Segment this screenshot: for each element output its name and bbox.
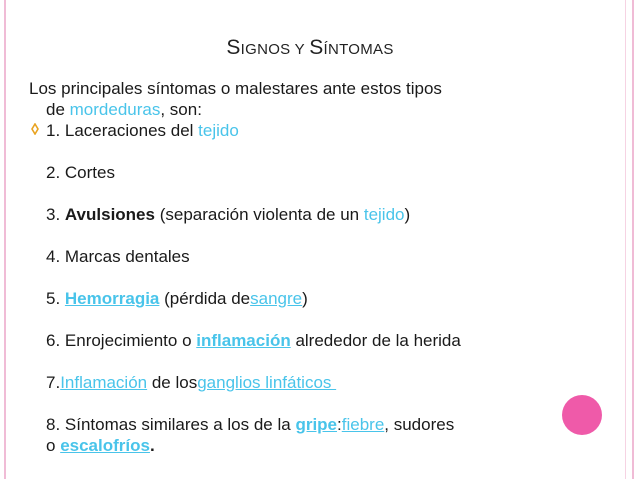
title-cap-s: S <box>226 36 241 59</box>
item-2-text: 2. Cortes <box>46 163 115 182</box>
item-7-mid: de los <box>147 373 198 392</box>
sangre-link[interactable]: sangre <box>250 289 303 308</box>
item-8-dot: . <box>149 436 155 455</box>
item-7-num: 7. <box>46 373 61 392</box>
intro-suffix: , son: <box>160 100 202 119</box>
item-5-mid: (pérdida de <box>159 289 251 308</box>
list-item <box>46 204 410 225</box>
list-item <box>46 330 461 351</box>
intro-paragraph <box>29 78 509 120</box>
hemorragia-link[interactable]: Hemorragia <box>64 289 160 308</box>
list-item <box>46 372 336 393</box>
inflamacion-link[interactable]: inflamación <box>196 331 291 350</box>
item-6-text: 6. Enrojecimiento o <box>46 331 197 350</box>
item-8-end: , sudores <box>384 415 455 434</box>
intro-line-1: Los principales síntomas o malestares ante estos tipos <box>29 79 442 98</box>
item-3-num: 3. <box>46 205 65 224</box>
bullet-icon <box>29 123 41 135</box>
ganglios-link[interactable]: ganglios linfáticos <box>197 373 337 392</box>
intro-line-2 <box>29 99 509 120</box>
title-word2: ÍNTOMAS <box>323 41 394 58</box>
fiebre-link[interactable]: fiebre <box>341 415 385 434</box>
tejido-link[interactable]: tejido <box>198 121 239 140</box>
title-connector: Y <box>290 41 310 58</box>
escalofrios-link[interactable]: escalofríos <box>60 436 150 455</box>
title-word1: IGNOS <box>240 41 291 58</box>
list-item <box>46 162 115 183</box>
title-cap-s2: S <box>309 36 324 59</box>
item-4-text: 4. Marcas dentales <box>46 247 190 266</box>
list-item <box>46 120 239 141</box>
item-6-end: alrededor de la herida <box>290 331 461 350</box>
item-8-line2-prefix: o <box>46 436 61 455</box>
list-item <box>46 246 190 267</box>
list-item-continued <box>46 435 155 456</box>
list-item <box>46 414 454 435</box>
avulsiones-term: Avulsiones <box>64 205 155 224</box>
item-5-end: ) <box>302 289 308 308</box>
item-3-end: ) <box>404 205 411 224</box>
intro-prefix: de <box>46 100 70 119</box>
item-8-text: 8. Síntomas similares a los de la <box>46 415 296 434</box>
slide-title <box>0 36 620 60</box>
mordeduras-link[interactable]: mordeduras <box>69 100 161 119</box>
left-border-rail <box>4 0 6 479</box>
item-1-text: 1. Laceraciones del <box>46 121 199 140</box>
inflamacion-link-2[interactable]: Inflamación <box>60 373 148 392</box>
list-item <box>46 288 308 309</box>
tejido-link-2[interactable]: tejido <box>363 205 405 224</box>
decorative-pink-circle <box>562 395 602 435</box>
right-border-rail <box>632 0 634 479</box>
item-5-num: 5. <box>46 289 65 308</box>
right-border-rail-inner <box>625 0 626 479</box>
item-3-mid: (separación violenta de un <box>154 205 364 224</box>
gripe-link[interactable]: gripe <box>295 415 338 434</box>
item-8-colon: : <box>337 415 342 434</box>
